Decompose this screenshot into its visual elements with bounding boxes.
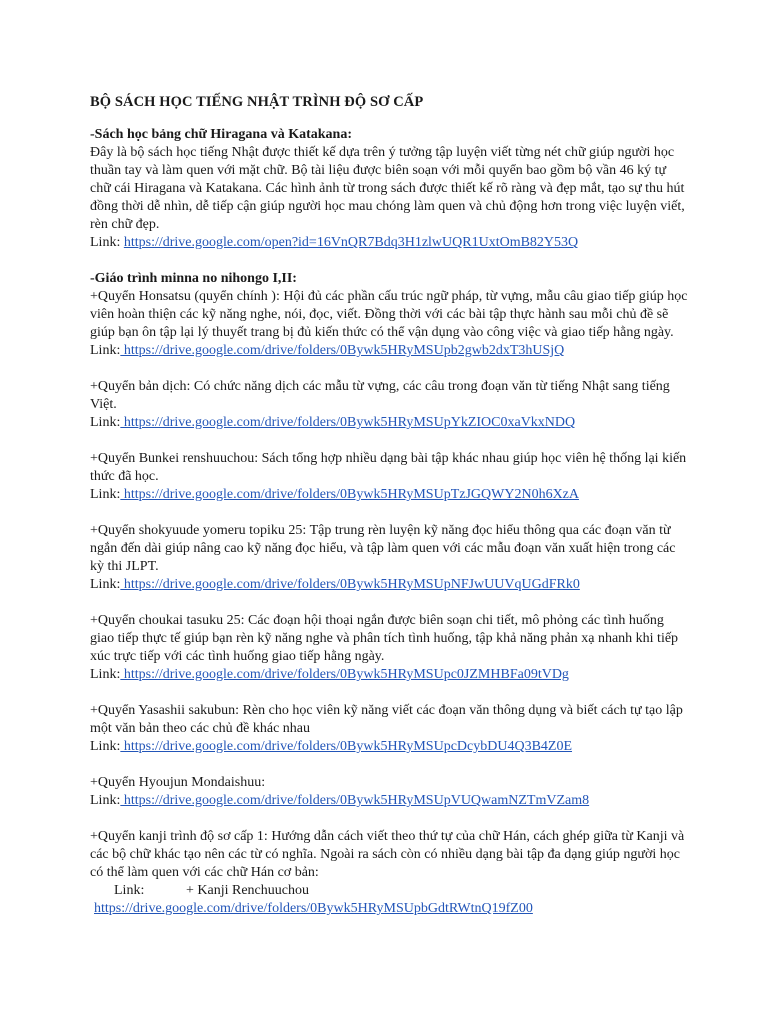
kanji-link-line: [90, 882, 690, 900]
link-label: Link:: [90, 577, 121, 592]
book-description: +Quyển Honsatsu (quyển chính ): Hội đủ các phần cấu trúc ngữ pháp, từ vựng, mẫu câu giao tiếp giúp học viên hoàn thiện các kỹ năng nghe, nói, đọc, viết. Đồng thời với các bài tập thực hành sau mỗi chủ đề sẽ giúp bạn ôn tập lại lý thuyết trang bị đủ kiến thức có thể vận dụng vào công việc và giao tiếp hằng ngày.: [90, 289, 688, 340]
sakubun-link[interactable]: https://drive.google.com/drive/folders/0Bywk5HRyMSUpcDcybDU4Q3B4Z0E: [120, 739, 573, 754]
honsatsu-link[interactable]: https://drive.google.com/drive/folders/0Bywk5HRyMSUpb2gwb2dxT3hUSjQ: [120, 343, 565, 358]
link-line: [90, 342, 690, 360]
book-description: +Quyển Yasashii sakubun: Rèn cho học viên kỹ năng viết các đoạn văn thông dụng và biết cách tự tạo lập một văn bản theo các chủ đề khác nhau: [90, 703, 683, 736]
link-label: Link:: [90, 739, 121, 754]
kanji-link[interactable]: https://drive.google.com/drive/folders/0Bywk5HRyMSUpbGdtRWtnQ19fZ00: [94, 901, 533, 916]
kanji-book-name: + Kanji Renchuuchou: [186, 883, 309, 898]
yomeru-link[interactable]: https://drive.google.com/drive/folders/0Bywk5HRyMSUpNFJwUUVqUGdFRk0: [120, 577, 580, 592]
mondaishuu-link[interactable]: https://drive.google.com/drive/folders/0Bywk5HRyMSUpVUQwamNZTmVZam8: [120, 793, 590, 808]
choukai-link[interactable]: https://drive.google.com/drive/folders/0Bywk5HRyMSUpc0JZMHBFa09tVDg: [120, 667, 569, 682]
section-heading-hiragana: -Sách học bảng chữ Hiragana và Katakana:: [90, 127, 352, 142]
link-line: [90, 738, 690, 756]
link-label: Link:: [114, 883, 145, 898]
link-label: Link:: [90, 415, 121, 430]
book-description: +Quyển choukai tasuku 25: Các đoạn hội thoại ngắn được biên soạn chi tiết, mô phỏng các tình huống giao tiếp thực tế giúp bạn rèn kỹ năng nghe và phân tích tình huống, tập khả năng phản xạ nhanh khi tiếp xúc trực tiếp với các tình huống giao tiếp hằng ngày.: [90, 613, 679, 664]
link-label: Link:: [90, 667, 121, 682]
link-line: [90, 666, 690, 684]
hiragana-link[interactable]: https://drive.google.com/open?id=16VnQR7Bdq3H1zlwUQR1UxtOmB82Y53Q: [123, 235, 579, 250]
book-description: +Quyển Hyoujun Mondaishuu:: [90, 775, 266, 790]
link-line: [90, 900, 690, 918]
translation-link[interactable]: https://drive.google.com/drive/folders/0Bywk5HRyMSUpYkZIOC0xaVkxNDQ: [120, 415, 576, 430]
document-body: [90, 126, 690, 918]
link-label: Link:: [90, 793, 121, 808]
book-description: +Quyển kanji trình độ sơ cấp 1: Hướng dẫn cách viết theo thứ tự của chữ Hán, cách ghép giữa từ Kanji và các bộ chữ khác tạo nên các từ có nghĩa. Ngoài ra sách còn có nhiều dạng bài tập đa dạng giúp người học có thể làm quen với các chữ Hán cơ bản:: [90, 829, 685, 880]
bunkei-link[interactable]: https://drive.google.com/drive/folders/0Bywk5HRyMSUpTzJGQWY2N0h6XzA: [120, 487, 580, 502]
section-body-hiragana: Đây là bộ sách học tiếng Nhật được thiết kế dựa trên ý tưởng tập luyện viết từng nét chữ giúp người học thuần tay và làm quen với mặt chữ. Bộ tài liệu được biên soạn với mỗi quyển bao gồm bộ vần 46 ký tự chữ cái Hiragana và Katakana. Các hình ảnh từ trong sách được thiết kế rõ ràng và đẹp mắt, tạo sự thu hút đồng thời dễ nhìn, dễ tiếp cận giúp người học mau chóng làm quen và chủ động hơn trong việc luyện viết, rèn chữ đẹp.: [90, 145, 685, 232]
book-description: +Quyển Bunkei renshuuchou: Sách tổng hợp nhiều dạng bài tập khác nhau giúp học viên hệ thống lại kiến thức đã học.: [90, 451, 687, 484]
link-line: [90, 234, 690, 252]
link-label: Link:: [90, 343, 121, 358]
link-line: [90, 576, 690, 594]
section-heading-minna: -Giáo trình minna no nihongo I,II:: [90, 271, 297, 286]
link-line: [90, 414, 690, 432]
document-title: BỘ SÁCH HỌC TIẾNG NHẬT TRÌNH ĐỘ SƠ CẤP: [90, 94, 424, 110]
link-label: Link:: [90, 235, 121, 250]
link-line: [90, 486, 690, 504]
link-line: [90, 792, 690, 810]
book-description: +Quyển bản dịch: Có chức năng dịch các mẫu từ vựng, các câu trong đoạn văn từ tiếng Nhật sang tiếng Việt.: [90, 379, 670, 412]
book-description: +Quyển shokyuude yomeru topiku 25: Tập trung rèn luyện kỹ năng đọc hiểu thông qua các đoạn văn từ ngắn đến dài giúp nâng cao kỹ năng đọc hiểu, và tập làm quen với các mẫu đoạn văn xuất hiện trong các kỳ thi JLPT.: [90, 523, 676, 574]
link-label: Link:: [90, 487, 121, 502]
